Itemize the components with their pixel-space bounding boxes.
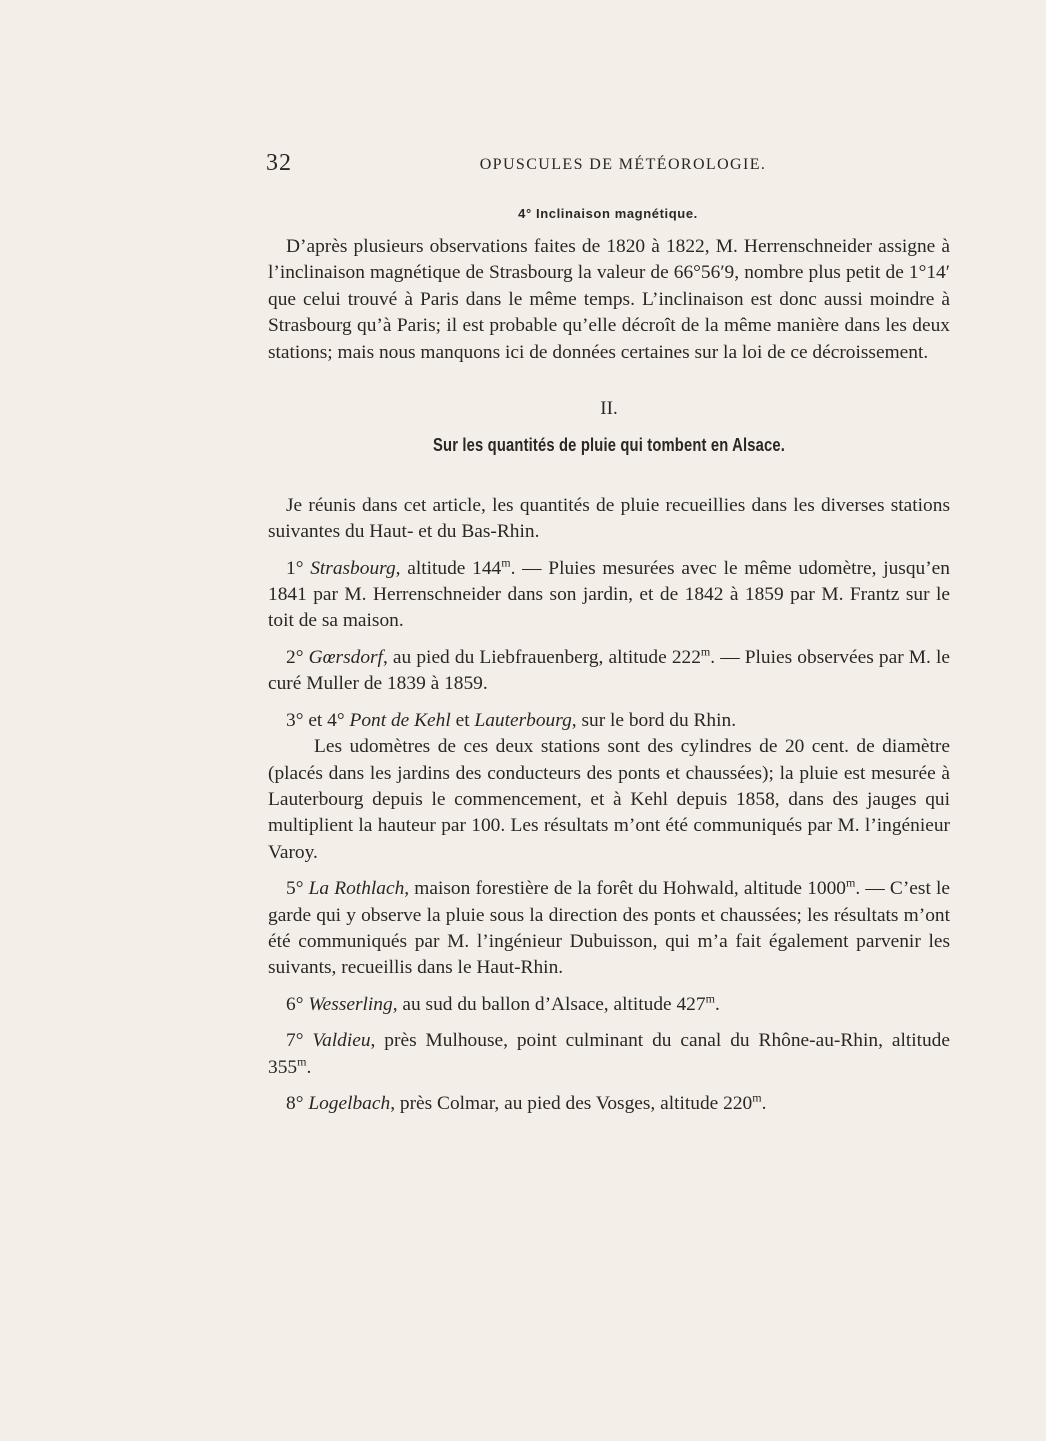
station-name: Wesserling — [308, 993, 393, 1015]
station-name: Logelbach — [308, 1092, 391, 1114]
station-1: 1° Strasbourg, altitude 144$^m$. — Pluies mesurées avec le même udomètre, jusqu’en 1841 par M. Herrenschneider dans son jardin, et de 1842 à 1859 par M. Frantz sur le toit de sa maison. — [268, 555, 950, 632]
unit-sup: m — [752, 1090, 762, 1105]
page-number: 32 — [266, 150, 292, 176]
station-name: Pont de Kehl — [349, 709, 451, 731]
station-6: 6° Wesserling, au sud du ballon d’Alsace, altitude 427$^m$. — [286, 991, 720, 1015]
unit-sup: m — [845, 875, 856, 890]
section-title: Sur les quantités de pluie qui tombent en Alsace. — [433, 435, 785, 456]
station-number: 4° — [327, 709, 345, 731]
paragraph-inclinaison: D’après plusieurs observations faites de 1820 à 1822, M. Herrenschneider assigne à l’inclinaison magnétique de Strasbourg la valeur de 66°56′9, nombre plus petit de 1°14′ que celui trouvé à Paris dans le même temps. L’inclinaison est donc aussi moindre à Strasbourg qu’à Paris; il est probable qu’elle décroît de la même manière dans les deux stations; mais nous manquons ici de données certaines sur la loi de ce décroissement. — [268, 236, 950, 363]
station-number: 5° — [286, 878, 304, 900]
station-5: 5° La Rothlach, maison forestière de la forêt du Hohwald, altitude 1000$^m$. — C’est le garde qui y observe la pluie sous la direction des ponts et chaussées; les résultats m’ont été communiqués par M. l’ingénieur Dubuisson, qui m’a fait également parvenir les suivants, recueillis dans le Haut-Rhin. — [268, 875, 950, 979]
running-title: OPUSCULES DE MÉTÉOROLOGIE. — [479, 156, 767, 173]
unit-sup: m — [700, 644, 711, 659]
station-number: 2° — [286, 646, 304, 668]
unit-sup: m — [501, 555, 511, 570]
station-number: 1° — [286, 557, 304, 579]
station-number: 3° — [286, 709, 304, 731]
station-name: Strasbourg — [310, 557, 396, 579]
station-number: 8° — [286, 1092, 304, 1114]
subheading: 4° Inclinaison magnétique. — [518, 206, 698, 221]
unit-sup: m — [297, 1054, 307, 1069]
unit-sup: m — [705, 991, 715, 1006]
station-name: Gœrsdorf — [308, 646, 383, 668]
station-number: 6° — [286, 993, 304, 1015]
station-3-4: 3° et 4° Pont de Kehl et Lauterbourg, sur le bord du Rhin. — [286, 709, 737, 731]
station-name: Lauterbourg — [474, 709, 572, 731]
section-number: II. — [600, 398, 618, 420]
station-2: 2° Gœrsdorf, au pied du Liebfrauenberg, altitude 222$^m$. — Pluies observées par M. le curé Muller de 1839 à 1859. — [268, 644, 950, 695]
page-header — [266, 150, 950, 180]
paragraph-intro: Je réunis dans cet article, les quantités de pluie recueillies dans les diverses stations suivantes du Haut- et du Bas-Rhin. — [268, 494, 950, 543]
station-name: Valdieu — [312, 1030, 371, 1052]
station-7: 7° Valdieu, près Mulhouse, point culminant du canal du Rhône-au-Rhin, altitude 355$^m$. — [268, 1030, 950, 1078]
body-text — [268, 234, 950, 1117]
station-8: 8° Logelbach, près Colmar, au pied des Vosges, altitude 220$^m$. — [286, 1090, 767, 1114]
paragraph-udometres: Les udomètres de ces deux stations sont des cylindres de 20 cent. de diamètre (placés dans les jardins des conducteurs des ponts et chaussées); la pluie est mesurée à Lauterbourg depuis le commencement, et à Kehl depuis 1858, dans des jauges qui multiplient la hauteur par 100. Les résultats m’ont été communiqués par M. l’ingénieur Varoy. — [268, 736, 950, 863]
station-name: La Rothlach — [308, 878, 405, 900]
station-number: 7° — [286, 1030, 304, 1052]
